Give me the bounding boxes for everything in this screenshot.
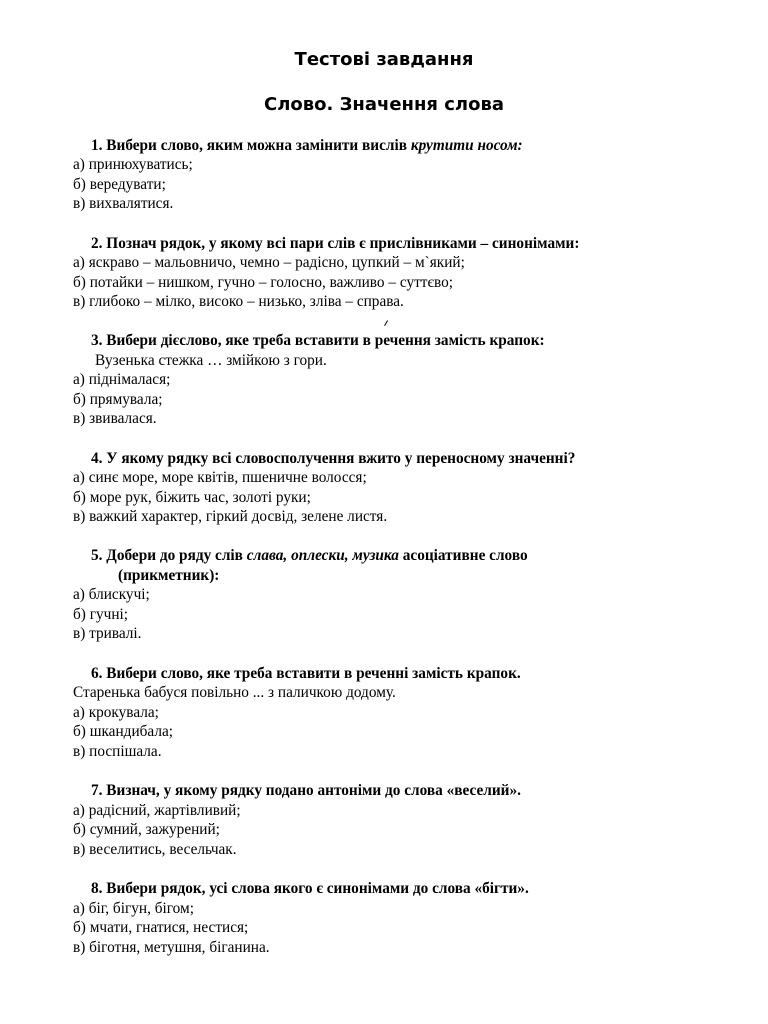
question-6-text: 6. Вибери слово, яке треба вставити в реченні замість крапок. bbox=[91, 665, 521, 682]
question-1-text: 1. Вибери слово, яким можна замінити вислів крутити носом: bbox=[91, 137, 523, 154]
question-2-option-c: в) глибоко – мілко, високо – низько, зліва – справа. bbox=[73, 293, 404, 310]
question-3-option-a: а) піднімалася; bbox=[73, 371, 171, 388]
question-1-option-c: в) вихвалятися. bbox=[73, 195, 174, 212]
question-7-text: 7. Визнач, у якому рядку подано антоніми до слова «веселий». bbox=[91, 782, 521, 799]
question-8-option-c: в) біготня, метушня, біганина. bbox=[73, 939, 270, 956]
question-1-option-b: б) вередувати; bbox=[73, 176, 166, 193]
question-4-option-c: в) важкий характер, гіркий досвід, зелене листя. bbox=[73, 508, 388, 525]
question-1-option-a: а) принюхуватись; bbox=[73, 156, 193, 173]
question-5-option-a: а) блискучі; bbox=[73, 586, 150, 603]
question-4-text: 4. У якому рядку всі словосполучення вжито у переносному значенні? bbox=[91, 450, 576, 467]
question-2-text: 2. Познач рядок, у якому всі пари слів є прислівниками – синонімами: bbox=[91, 235, 580, 252]
question-3-sentence: Вузенька стежка … змійкою з гори. bbox=[95, 352, 327, 369]
question-8-text: 8. Вибери рядок, усі слова якого є синонімами до слова «бігти». bbox=[91, 880, 529, 897]
question-5-text: 5. Добери до ряду слів слава, оплески, музика асоціативне слово bbox=[91, 547, 528, 564]
question-3-text: 3. Вибери дієслово, яке треба вставити в речення замість крапок: bbox=[91, 332, 545, 349]
question-5-text-line2: (прикметник): bbox=[118, 567, 220, 584]
question-3-option-c: в) звивалася. bbox=[73, 410, 157, 427]
page-title: Тестові завдання bbox=[294, 49, 474, 70]
question-5-option-c: в) тривалі. bbox=[73, 625, 142, 642]
question-2-option-a: а) яскраво – мальовничо, чемно – радісно, цупкий – м`який; bbox=[73, 254, 465, 271]
question-8-option-a: а) біг, бігун, бігом; bbox=[73, 900, 194, 917]
question-4-option-a: а) синє море, море квітів, пшеничне волосся; bbox=[73, 469, 367, 486]
question-6-option-a: а) крокувала; bbox=[73, 704, 159, 721]
question-4-option-b: б) море рук, біжить час, золоті руки; bbox=[73, 489, 311, 506]
question-5-option-b: б) гучні; bbox=[73, 606, 129, 623]
question-6-option-c: в) поспішала. bbox=[73, 743, 162, 760]
question-8-option-b: б) мчати, гнатися, нестися; bbox=[73, 919, 249, 936]
page-subtitle: Слово. Значення слова bbox=[263, 94, 504, 115]
question-3-option-b: б) прямувала; bbox=[73, 391, 163, 408]
question-2-option-b: б) потайки – нишком, гучно – голосно, важливо – суттєво; bbox=[73, 274, 454, 291]
question-6-sentence: Старенька бабуся повільно ... з паличкою додому. bbox=[73, 684, 396, 701]
question-7-option-c: в) веселитись, весельчак. bbox=[73, 841, 237, 858]
question-7-option-a: а) радісний, жартівливий; bbox=[73, 802, 241, 819]
stress-mark bbox=[384, 320, 389, 326]
question-7-option-b: б) сумний, зажурений; bbox=[73, 821, 220, 838]
question-6-option-b: б) шкандибала; bbox=[73, 723, 174, 740]
